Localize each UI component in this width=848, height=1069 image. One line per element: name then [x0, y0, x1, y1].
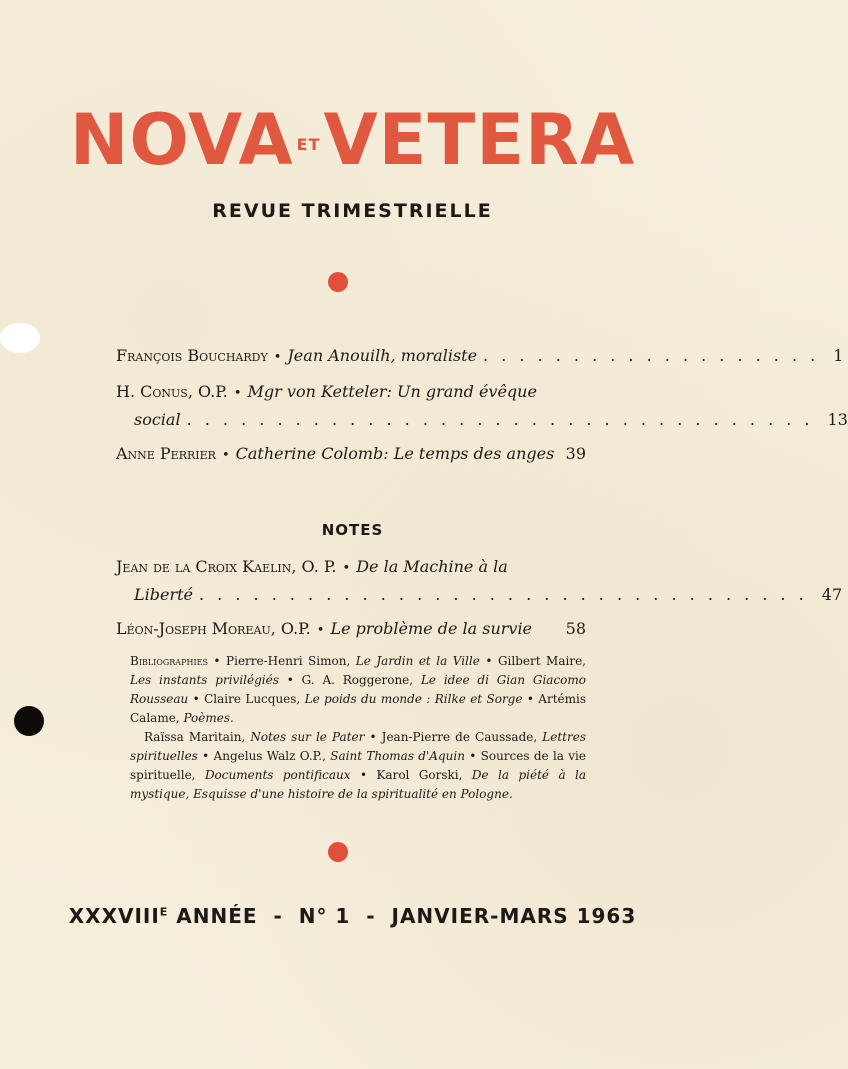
biblio-text: • Claire Lucques, [188, 692, 305, 706]
biblio-title: Lettres spirituelles [130, 730, 586, 763]
notes-page: 58 [565, 619, 586, 638]
toc-page: 39 [565, 444, 586, 463]
toc-work-cont: social [134, 410, 181, 429]
toc-work: Catherine Colomb: Le temps des anges [235, 444, 555, 463]
biblio-text: Raïssa Maritain, [144, 730, 251, 744]
bullet-separator: • [273, 350, 282, 365]
dot-leader: . . . . . . . . . . . . . . . . . . . [483, 346, 820, 365]
bibliographies-para-2 [130, 728, 586, 804]
title-nova: NOVA [69, 99, 294, 181]
toc-author: Anne Perrier [116, 444, 216, 463]
toc-entry-2[interactable] [116, 379, 586, 407]
notes-work-cont: Liberté [134, 585, 193, 604]
notes-list [116, 554, 843, 644]
notes-author: Léon-Joseph Moreau, O.P. [116, 619, 311, 638]
ornament-dot-bottom [328, 842, 348, 862]
toc-work: Jean Anouilh, moraliste [287, 346, 478, 365]
dot-leader: . . . . . . . . . . . . . . . . . . . . . . . . . . . . . . . . . . . [186, 410, 814, 429]
bullet-separator: • [221, 448, 230, 463]
bibliographies-label: Bibliographies [130, 654, 208, 668]
bibliographies-para-1: Bibliographies • Pierre-Henri Simon, Le Jardin et la Ville • Gilbert Maire, Les instants privilégiés • G. A. Roggerone, Le idee di Gian Giacomo Rousseau • Claire Lucques, Le poids du monde : Rilke et Sorge • Artémis Calame, Poèmes. [130, 654, 587, 725]
toc-author: François Bouchardy [116, 346, 268, 365]
toc-work: Mgr von Ketteler: Un grand évêque [247, 382, 537, 401]
biblio-title: Poèmes. [183, 711, 234, 725]
journal-subtitle: REVUE TRIMESTRIELLE [212, 200, 493, 222]
biblio-text: • G. A. Roggerone, [278, 673, 421, 687]
year-number: XXXVIII [68, 904, 160, 928]
biblio-title: Les instants privilégiés [130, 673, 279, 687]
notes-work: De la Machine à la [356, 557, 508, 576]
year-superscript: E [159, 905, 169, 919]
issue-number: N° 1 [298, 904, 351, 928]
bullet-separator: • [233, 386, 242, 401]
issue-period: JANVIER-MARS 1963 [391, 904, 637, 928]
year-word: ANNÉE [176, 904, 258, 928]
bullet-separator: • [316, 623, 325, 638]
biblio-title: Le idee di Gian Giacomo Rousseau [130, 673, 587, 706]
toc-entry-3[interactable] [116, 441, 586, 469]
biblio-text: • Angelus Walz O.P., [197, 749, 331, 763]
biblio-text: • Gilbert Maire, [479, 654, 586, 668]
notes-author: Jean de la Croix Kaelin, O. P. [116, 557, 337, 576]
biblio-text: • Jean-Pierre de Caussade, [364, 730, 543, 744]
dot-leader: . . . . . . . . . . . . . . . . . . . . . . . . . . . . . . . . . . [199, 585, 808, 604]
journal-title [0, 100, 705, 180]
bullet-separator: • [342, 561, 351, 576]
toc-entry-2-cont [116, 407, 848, 433]
notes-entry-2[interactable] [116, 616, 586, 644]
title-et: ET [296, 135, 321, 154]
biblio-title: Notes sur le Pater [250, 730, 365, 744]
ink-blot-mark [14, 706, 44, 736]
notes-page: 47 [821, 585, 843, 604]
bibliographies-block [130, 652, 586, 804]
toc-page: 13 [827, 410, 848, 429]
biblio-title: Saint Thomas d'Aquin [330, 749, 465, 763]
biblio-title: Documents pontificaux [204, 768, 351, 782]
notes-heading: NOTES [321, 521, 384, 539]
toc-entry-1[interactable] [116, 343, 844, 371]
notes-work: Le problème de la survie [330, 619, 533, 638]
biblio-title: Le Jardin et la Ville [355, 654, 480, 668]
biblio-text: • Sources de la vie spirituelle, [130, 749, 586, 782]
biblio-title: De la piété à la mystique, Esquisse d'une histoire de la spiritualité en Pologne. [130, 768, 587, 801]
notes-entry-1[interactable] [116, 554, 586, 582]
toc-author: H. Conus, O.P. [116, 382, 228, 401]
title-vetera: VETERA [323, 99, 636, 181]
notes-entry-1-cont [116, 582, 843, 608]
biblio-text: • Artémis Calame, [130, 692, 586, 725]
table-of-contents [116, 343, 848, 469]
paper-hole-mark [0, 323, 40, 353]
biblio-title: Le poids du monde : Rilke et Sorge [304, 692, 523, 706]
biblio-text: Pierre-Henri Simon, [226, 654, 356, 668]
issue-footer: $XXXVIII^E$ ANNÉE - N° 1 - JANVIER-MARS 1963 [68, 904, 637, 928]
biblio-text: • Karol Gorski, [350, 768, 472, 782]
ornament-dot-top [328, 272, 348, 292]
toc-page: 1 [833, 346, 844, 365]
